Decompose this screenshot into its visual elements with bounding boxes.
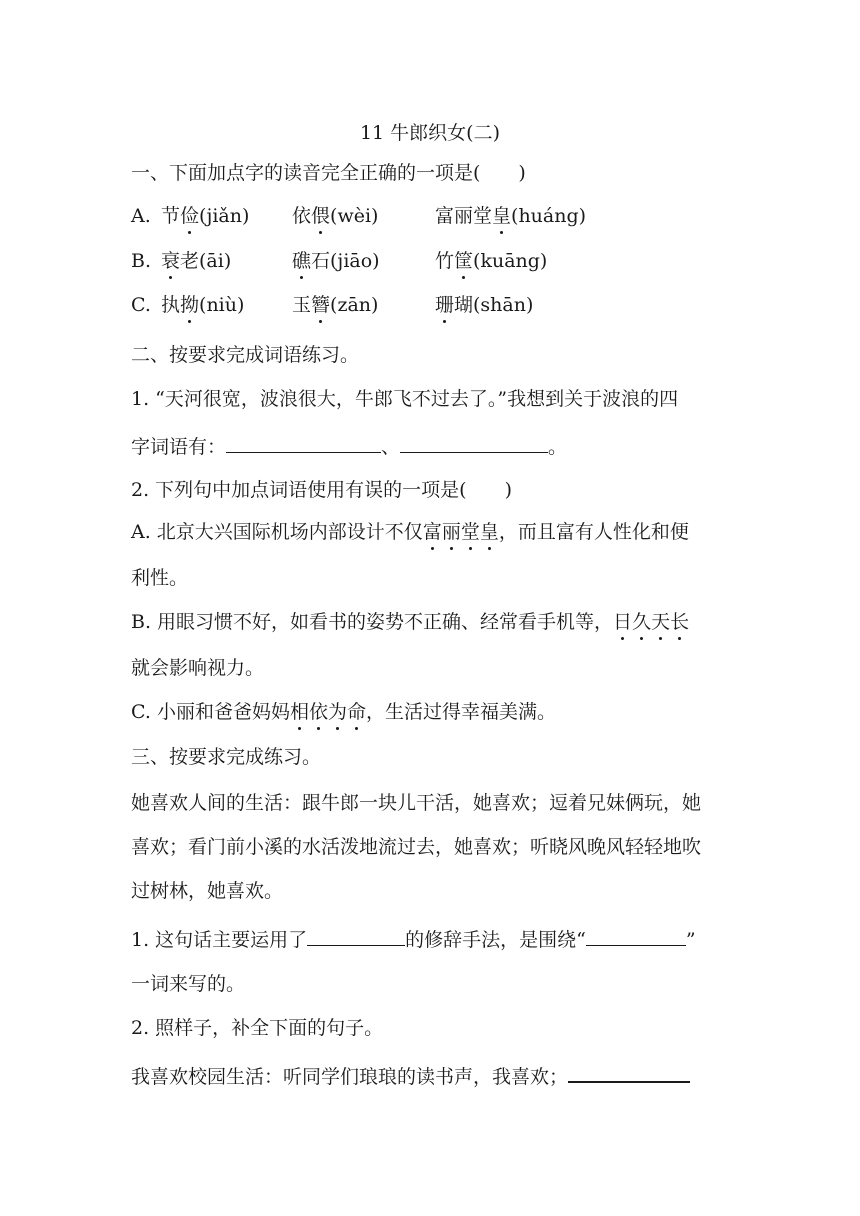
answer-blank[interactable] [307, 927, 405, 946]
section3-heading: 三、按要求完成练习。 [131, 746, 322, 768]
answer-blank[interactable] [226, 434, 381, 453]
section1-heading: 一、下面加点字的读音完全正确的一项是( ) [131, 162, 526, 184]
dotted-phrase [423, 521, 499, 543]
dotted-char: 相 [289, 701, 309, 723]
dotted-phrase [290, 701, 366, 723]
s3-q1-line1: 1. 这句话主要运用了 的修辞手法，是围绕“ ” [131, 929, 696, 951]
s3-q2-sentence: 我喜欢校园生活：听同学们琅琅的读书声，我喜欢； [131, 1063, 741, 1089]
option-item: 节俭(jiǎn) [161, 205, 250, 227]
s2-option-a-line1: A. 北京大兴国际机场内部设计不仅富丽堂皇，而且富有人性化和便 [131, 521, 689, 543]
s2-option-b-line1: B. 用眼习惯不好，如看书的姿势不正确、经常看手机等，日久天长 [131, 611, 690, 633]
dotted-char: 皇 [479, 521, 499, 543]
dotted-char: 拗 [180, 294, 200, 316]
passage-line: 过树林，她喜欢。 [131, 880, 284, 902]
dotted-char: 富 [422, 521, 442, 543]
s2-q1-line2: 字词语有： 、 。 [131, 436, 568, 458]
answer-blank[interactable] [400, 434, 548, 453]
option-item: 衰老(āi) [161, 250, 232, 272]
passage-line: 喜欢；看门前小溪的水活泼地流过去，她喜欢；听晓风晚风轻轻地吹 [131, 836, 702, 858]
s2-option-a-line2: 利性。 [131, 567, 189, 589]
option-item: 玉簪(zān) [292, 294, 379, 316]
option-item: 富丽堂皇(huáng) [435, 205, 587, 227]
dotted-char: 丽 [441, 521, 461, 543]
dotted-char: 堂 [460, 521, 480, 543]
s3-q2: 2. 照样子，补全下面的句子。 [131, 1017, 384, 1039]
option-label: C. [131, 294, 151, 316]
dotted-char: 日 [613, 611, 633, 633]
dotted-char: 天 [651, 611, 671, 633]
option-item: 执拗(niù) [161, 294, 245, 316]
dotted-char: 命 [347, 701, 367, 723]
dotted-char: 礁 [292, 250, 312, 272]
page-title: 11 牛郎织女(二) [359, 122, 501, 144]
option-label: B. [131, 250, 152, 272]
option-item: 珊瑚(shān) [435, 294, 534, 316]
s2-q2: 2. 下列句中加点词语使用有误的一项是( ) [131, 479, 512, 501]
dotted-char: 皇 [492, 205, 512, 227]
s3-q1-line2: 一词来写的。 [131, 973, 246, 995]
answer-blank[interactable] [568, 1063, 690, 1083]
option-item: 依偎(wèi) [292, 205, 379, 227]
s2-option-c: C. 小丽和爸爸妈妈相依为命，生活过得幸福美满。 [131, 701, 557, 723]
dotted-phrase [613, 611, 689, 633]
dotted-char: 簪 [311, 294, 331, 316]
dotted-char: 珊 [435, 294, 455, 316]
dotted-char: 偎 [311, 205, 331, 227]
dotted-char: 为 [327, 701, 347, 723]
s2-option-b-line2: 就会影响视力。 [131, 657, 265, 679]
dotted-char: 依 [308, 701, 328, 723]
section2-heading: 二、按要求完成词语练习。 [131, 344, 360, 366]
option-label: A. [131, 205, 151, 227]
dotted-char: 长 [670, 611, 690, 633]
dotted-char: 久 [632, 611, 652, 633]
option-item: 竹筐(kuāng) [435, 250, 548, 272]
s2-q1-line1: 1. “天河很宽，波浪很大，牛郎飞不过去了。”我想到关于波浪的四 [131, 388, 679, 410]
dotted-char: 衰 [161, 250, 181, 272]
dotted-char: 俭 [180, 205, 200, 227]
answer-blank[interactable] [586, 927, 686, 946]
passage-line: 她喜欢人间的生活：跟牛郎一块儿干活，她喜欢；逗着兄妹俩玩，她 [131, 792, 702, 814]
dotted-char: 筐 [454, 250, 474, 272]
option-item: 礁石(jiāo) [292, 250, 380, 272]
